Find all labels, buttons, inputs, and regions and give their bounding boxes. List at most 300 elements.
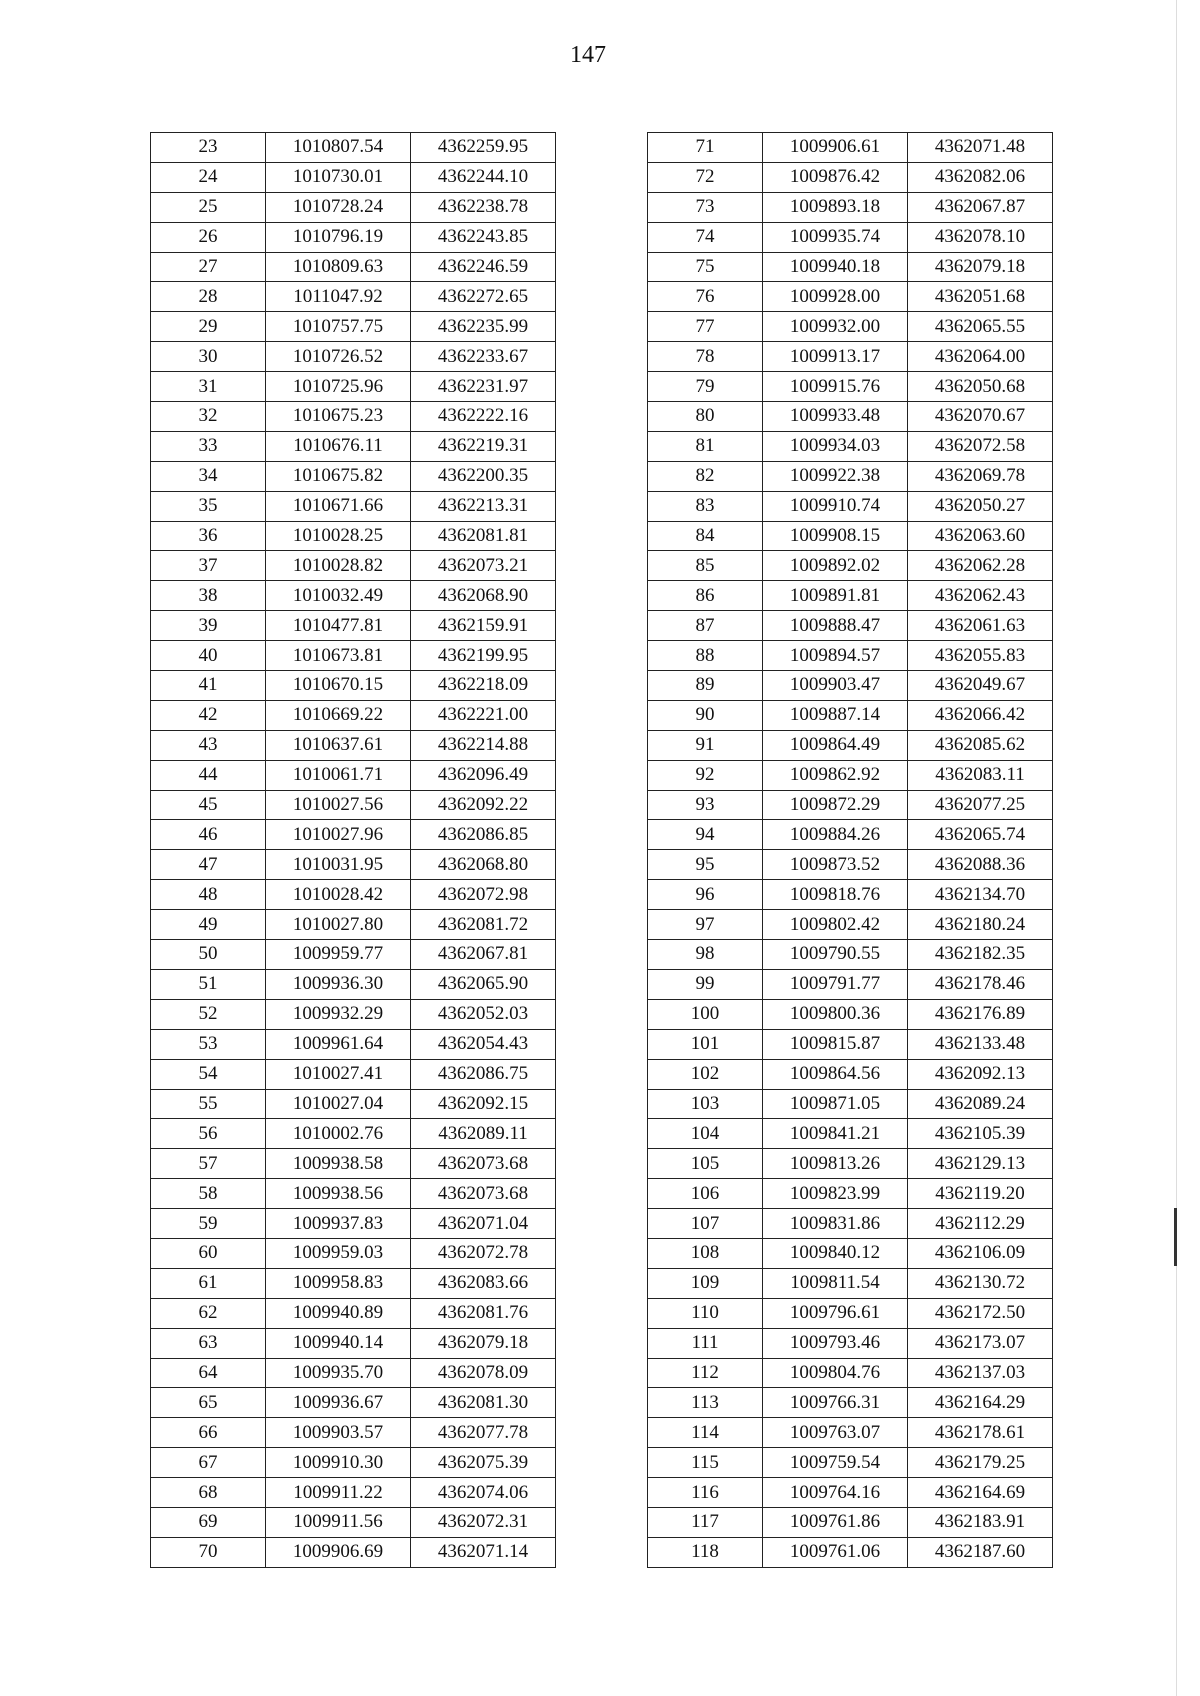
y-coordinate-cell: 4362180.24 [908, 910, 1053, 940]
x-coordinate-cell: 1009937.83 [266, 1209, 411, 1239]
table-row [648, 730, 1053, 760]
table-row [151, 1238, 556, 1268]
table-row [151, 730, 556, 760]
y-coordinate-cell: 4362172.50 [908, 1298, 1053, 1328]
table-row [151, 1478, 556, 1508]
table-row [151, 1358, 556, 1388]
x-coordinate-cell: 1010027.56 [266, 790, 411, 820]
y-coordinate-cell: 4362086.75 [411, 1059, 556, 1089]
point-number-cell: 97 [648, 910, 763, 940]
x-coordinate-cell: 1009940.89 [266, 1298, 411, 1328]
y-coordinate-cell: 4362063.60 [908, 521, 1053, 551]
point-number-cell: 42 [151, 700, 266, 730]
y-coordinate-cell: 4362052.03 [411, 999, 556, 1029]
point-number-cell: 118 [648, 1537, 763, 1567]
point-number-cell: 110 [648, 1298, 763, 1328]
table-row [151, 551, 556, 581]
table-row [648, 312, 1053, 342]
point-number-cell: 93 [648, 790, 763, 820]
table-row [648, 880, 1053, 910]
x-coordinate-cell: 1009908.15 [763, 521, 908, 551]
x-coordinate-cell: 1010807.54 [266, 133, 411, 163]
point-number-cell: 94 [648, 820, 763, 850]
table-row [648, 910, 1053, 940]
point-number-cell: 85 [648, 551, 763, 581]
point-number-cell: 111 [648, 1328, 763, 1358]
table-row [151, 1029, 556, 1059]
y-coordinate-cell: 4362049.67 [908, 671, 1053, 701]
table-row [648, 252, 1053, 282]
point-number-cell: 32 [151, 402, 266, 432]
x-coordinate-cell: 1010669.22 [266, 700, 411, 730]
table-row [151, 342, 556, 372]
y-coordinate-cell: 4362159.91 [411, 611, 556, 641]
y-coordinate-cell: 4362178.46 [908, 969, 1053, 999]
table-row [648, 461, 1053, 491]
table-row [648, 372, 1053, 402]
table-row [151, 611, 556, 641]
table-row [648, 1448, 1053, 1478]
point-number-cell: 43 [151, 730, 266, 760]
y-coordinate-cell: 4362182.35 [908, 940, 1053, 970]
y-coordinate-cell: 4362072.78 [411, 1238, 556, 1268]
point-number-cell: 60 [151, 1238, 266, 1268]
y-coordinate-cell: 4362105.39 [908, 1119, 1053, 1149]
x-coordinate-cell: 1009932.29 [266, 999, 411, 1029]
y-coordinate-cell: 4362133.48 [908, 1029, 1053, 1059]
point-number-cell: 72 [648, 162, 763, 192]
y-coordinate-cell: 4362164.29 [908, 1388, 1053, 1418]
table-row [648, 402, 1053, 432]
point-number-cell: 79 [648, 372, 763, 402]
x-coordinate-cell: 1009928.00 [763, 282, 908, 312]
table-row [151, 760, 556, 790]
table-row [151, 461, 556, 491]
x-coordinate-cell: 1009932.00 [763, 312, 908, 342]
y-coordinate-cell: 4362081.81 [411, 521, 556, 551]
table-row [648, 820, 1053, 850]
table-row [648, 162, 1053, 192]
table-row [151, 222, 556, 252]
point-number-cell: 36 [151, 521, 266, 551]
x-coordinate-cell: 1009813.26 [763, 1149, 908, 1179]
x-coordinate-cell: 1009911.22 [266, 1478, 411, 1508]
x-coordinate-cell: 1009888.47 [763, 611, 908, 641]
point-number-cell: 46 [151, 820, 266, 850]
y-coordinate-cell: 4362235.99 [411, 312, 556, 342]
point-number-cell: 100 [648, 999, 763, 1029]
y-coordinate-cell: 4362066.42 [908, 700, 1053, 730]
x-coordinate-cell: 1010730.01 [266, 162, 411, 192]
table-row [151, 1328, 556, 1358]
x-coordinate-cell: 1009872.29 [763, 790, 908, 820]
y-coordinate-cell: 4362130.72 [908, 1268, 1053, 1298]
y-coordinate-cell: 4362086.85 [411, 820, 556, 850]
y-coordinate-cell: 4362071.48 [908, 133, 1053, 163]
x-coordinate-cell: 1010637.61 [266, 730, 411, 760]
x-coordinate-cell: 1009823.99 [763, 1179, 908, 1209]
y-coordinate-cell: 4362222.16 [411, 402, 556, 432]
point-number-cell: 108 [648, 1238, 763, 1268]
x-coordinate-cell: 1009766.31 [763, 1388, 908, 1418]
y-coordinate-cell: 4362073.21 [411, 551, 556, 581]
y-coordinate-cell: 4362064.00 [908, 342, 1053, 372]
y-coordinate-cell: 4362096.49 [411, 760, 556, 790]
point-number-cell: 117 [648, 1507, 763, 1537]
point-number-cell: 25 [151, 192, 266, 222]
table-row [648, 671, 1053, 701]
x-coordinate-cell: 1009876.42 [763, 162, 908, 192]
point-number-cell: 80 [648, 402, 763, 432]
point-number-cell: 63 [151, 1328, 266, 1358]
table-row [151, 700, 556, 730]
point-number-cell: 47 [151, 850, 266, 880]
y-coordinate-cell: 4362054.43 [411, 1029, 556, 1059]
y-coordinate-cell: 4362079.18 [411, 1328, 556, 1358]
table-row [151, 850, 556, 880]
y-coordinate-cell: 4362244.10 [411, 162, 556, 192]
table-row [151, 521, 556, 551]
table-row [648, 1418, 1053, 1448]
table-row [648, 192, 1053, 222]
table-row [648, 1298, 1053, 1328]
y-coordinate-cell: 4362067.81 [411, 940, 556, 970]
point-number-cell: 49 [151, 910, 266, 940]
y-coordinate-cell: 4362164.69 [908, 1478, 1053, 1508]
coordinates-table-left [150, 132, 556, 1568]
point-number-cell: 41 [151, 671, 266, 701]
table-row [648, 1059, 1053, 1089]
y-coordinate-cell: 4362083.66 [411, 1268, 556, 1298]
table-row [648, 641, 1053, 671]
point-number-cell: 44 [151, 760, 266, 790]
table-row [648, 1537, 1053, 1567]
y-coordinate-cell: 4362065.90 [411, 969, 556, 999]
y-coordinate-cell: 4362218.09 [411, 671, 556, 701]
point-number-cell: 54 [151, 1059, 266, 1089]
table-row [151, 1268, 556, 1298]
table-row [648, 999, 1053, 1029]
x-coordinate-cell: 1009935.70 [266, 1358, 411, 1388]
table-row [151, 1089, 556, 1119]
y-coordinate-cell: 4362075.39 [411, 1448, 556, 1478]
point-number-cell: 109 [648, 1268, 763, 1298]
x-coordinate-cell: 1010002.76 [266, 1119, 411, 1149]
y-coordinate-cell: 4362065.55 [908, 312, 1053, 342]
point-number-cell: 92 [648, 760, 763, 790]
y-coordinate-cell: 4362176.89 [908, 999, 1053, 1029]
point-number-cell: 84 [648, 521, 763, 551]
x-coordinate-cell: 1010027.41 [266, 1059, 411, 1089]
point-number-cell: 67 [151, 1448, 266, 1478]
x-coordinate-cell: 1011047.92 [266, 282, 411, 312]
x-coordinate-cell: 1010477.81 [266, 611, 411, 641]
x-coordinate-cell: 1009871.05 [763, 1089, 908, 1119]
y-coordinate-cell: 4362214.88 [411, 730, 556, 760]
point-number-cell: 90 [648, 700, 763, 730]
point-number-cell: 38 [151, 581, 266, 611]
x-coordinate-cell: 1010809.63 [266, 252, 411, 282]
table-row [151, 1537, 556, 1567]
table-row [648, 760, 1053, 790]
x-coordinate-cell: 1009831.86 [763, 1209, 908, 1239]
x-coordinate-cell: 1010676.11 [266, 431, 411, 461]
y-coordinate-cell: 4362106.09 [908, 1238, 1053, 1268]
y-coordinate-cell: 4362213.31 [411, 491, 556, 521]
table-row [151, 1149, 556, 1179]
x-coordinate-cell: 1009764.16 [763, 1478, 908, 1508]
point-number-cell: 106 [648, 1179, 763, 1209]
table-row [151, 940, 556, 970]
table-row [151, 790, 556, 820]
table-row [151, 910, 556, 940]
x-coordinate-cell: 1009800.36 [763, 999, 908, 1029]
y-coordinate-cell: 4362088.36 [908, 850, 1053, 880]
y-coordinate-cell: 4362073.68 [411, 1149, 556, 1179]
point-number-cell: 59 [151, 1209, 266, 1239]
table-row [151, 1209, 556, 1239]
x-coordinate-cell: 1009906.69 [266, 1537, 411, 1567]
x-coordinate-cell: 1009840.12 [763, 1238, 908, 1268]
y-coordinate-cell: 4362089.24 [908, 1089, 1053, 1119]
table-row [151, 282, 556, 312]
point-number-cell: 53 [151, 1029, 266, 1059]
x-coordinate-cell: 1010028.42 [266, 880, 411, 910]
table-row [151, 133, 556, 163]
table-row [151, 372, 556, 402]
y-coordinate-cell: 4362078.10 [908, 222, 1053, 252]
x-coordinate-cell: 1009910.74 [763, 491, 908, 521]
y-coordinate-cell: 4362079.18 [908, 252, 1053, 282]
x-coordinate-cell: 1010027.96 [266, 820, 411, 850]
x-coordinate-cell: 1009815.87 [763, 1029, 908, 1059]
point-number-cell: 70 [151, 1537, 266, 1567]
y-coordinate-cell: 4362179.25 [908, 1448, 1053, 1478]
y-coordinate-cell: 4362199.95 [411, 641, 556, 671]
coordinates-table-right-body [648, 133, 1053, 1568]
y-coordinate-cell: 4362243.85 [411, 222, 556, 252]
point-number-cell: 87 [648, 611, 763, 641]
y-coordinate-cell: 4362081.76 [411, 1298, 556, 1328]
table-row [648, 431, 1053, 461]
table-row [648, 1029, 1053, 1059]
y-coordinate-cell: 4362200.35 [411, 461, 556, 491]
point-number-cell: 61 [151, 1268, 266, 1298]
x-coordinate-cell: 1009887.14 [763, 700, 908, 730]
table-row [151, 1179, 556, 1209]
x-coordinate-cell: 1009793.46 [763, 1328, 908, 1358]
y-coordinate-cell: 4362071.14 [411, 1537, 556, 1567]
x-coordinate-cell: 1009864.49 [763, 730, 908, 760]
x-coordinate-cell: 1010670.15 [266, 671, 411, 701]
x-coordinate-cell: 1010027.80 [266, 910, 411, 940]
x-coordinate-cell: 1009910.30 [266, 1448, 411, 1478]
y-coordinate-cell: 4362072.31 [411, 1507, 556, 1537]
table-row [648, 282, 1053, 312]
table-row [151, 969, 556, 999]
x-coordinate-cell: 1009841.21 [763, 1119, 908, 1149]
x-coordinate-cell: 1009940.18 [763, 252, 908, 282]
y-coordinate-cell: 4362134.70 [908, 880, 1053, 910]
y-coordinate-cell: 4362050.27 [908, 491, 1053, 521]
table-row [151, 581, 556, 611]
table-row [648, 1358, 1053, 1388]
x-coordinate-cell: 1009791.77 [763, 969, 908, 999]
point-number-cell: 40 [151, 641, 266, 671]
point-number-cell: 65 [151, 1388, 266, 1418]
x-coordinate-cell: 1010796.19 [266, 222, 411, 252]
x-coordinate-cell: 1009915.76 [763, 372, 908, 402]
x-coordinate-cell: 1010061.71 [266, 760, 411, 790]
y-coordinate-cell: 4362051.68 [908, 282, 1053, 312]
x-coordinate-cell: 1009759.54 [763, 1448, 908, 1478]
table-row [648, 1238, 1053, 1268]
x-coordinate-cell: 1009761.86 [763, 1507, 908, 1537]
table-row [648, 1268, 1053, 1298]
point-number-cell: 78 [648, 342, 763, 372]
x-coordinate-cell: 1010028.82 [266, 551, 411, 581]
point-number-cell: 68 [151, 1478, 266, 1508]
y-coordinate-cell: 4362238.78 [411, 192, 556, 222]
table-row [648, 1119, 1053, 1149]
x-coordinate-cell: 1009893.18 [763, 192, 908, 222]
coordinates-table-right [647, 132, 1053, 1568]
y-coordinate-cell: 4362187.60 [908, 1537, 1053, 1567]
x-coordinate-cell: 1009903.47 [763, 671, 908, 701]
point-number-cell: 102 [648, 1059, 763, 1089]
x-coordinate-cell: 1010673.81 [266, 641, 411, 671]
point-number-cell: 89 [648, 671, 763, 701]
table-row [151, 671, 556, 701]
y-coordinate-cell: 4362067.87 [908, 192, 1053, 222]
table-row [151, 1507, 556, 1537]
point-number-cell: 31 [151, 372, 266, 402]
point-number-cell: 75 [648, 252, 763, 282]
point-number-cell: 39 [151, 611, 266, 641]
table-row [648, 1089, 1053, 1119]
scan-margin-line [1176, 0, 1177, 1696]
table-row [151, 162, 556, 192]
y-coordinate-cell: 4362050.68 [908, 372, 1053, 402]
x-coordinate-cell: 1010675.82 [266, 461, 411, 491]
table-row [151, 820, 556, 850]
x-coordinate-cell: 1010032.49 [266, 581, 411, 611]
point-number-cell: 50 [151, 940, 266, 970]
point-number-cell: 95 [648, 850, 763, 880]
x-coordinate-cell: 1010027.04 [266, 1089, 411, 1119]
table-row [648, 1328, 1053, 1358]
x-coordinate-cell: 1009862.92 [763, 760, 908, 790]
x-coordinate-cell: 1010725.96 [266, 372, 411, 402]
table-row [648, 1478, 1053, 1508]
point-number-cell: 34 [151, 461, 266, 491]
x-coordinate-cell: 1010671.66 [266, 491, 411, 521]
table-row [151, 252, 556, 282]
y-coordinate-cell: 4362137.03 [908, 1358, 1053, 1388]
x-coordinate-cell: 1009936.30 [266, 969, 411, 999]
y-coordinate-cell: 4362081.72 [411, 910, 556, 940]
table-row [151, 1059, 556, 1089]
table-row [648, 969, 1053, 999]
point-number-cell: 57 [151, 1149, 266, 1179]
point-number-cell: 71 [648, 133, 763, 163]
point-number-cell: 104 [648, 1119, 763, 1149]
y-coordinate-cell: 4362070.67 [908, 402, 1053, 432]
x-coordinate-cell: 1010757.75 [266, 312, 411, 342]
point-number-cell: 29 [151, 312, 266, 342]
y-coordinate-cell: 4362246.59 [411, 252, 556, 282]
y-coordinate-cell: 4362065.74 [908, 820, 1053, 850]
y-coordinate-cell: 4362082.06 [908, 162, 1053, 192]
point-number-cell: 96 [648, 880, 763, 910]
point-number-cell: 76 [648, 282, 763, 312]
point-number-cell: 101 [648, 1029, 763, 1059]
x-coordinate-cell: 1009790.55 [763, 940, 908, 970]
x-coordinate-cell: 1009804.76 [763, 1358, 908, 1388]
table-row [151, 431, 556, 461]
table-row [151, 999, 556, 1029]
point-number-cell: 112 [648, 1358, 763, 1388]
point-number-cell: 58 [151, 1179, 266, 1209]
y-coordinate-cell: 4362119.20 [908, 1179, 1053, 1209]
y-coordinate-cell: 4362078.09 [411, 1358, 556, 1388]
point-number-cell: 35 [151, 491, 266, 521]
table-row [648, 342, 1053, 372]
point-number-cell: 83 [648, 491, 763, 521]
point-number-cell: 105 [648, 1149, 763, 1179]
point-number-cell: 52 [151, 999, 266, 1029]
x-coordinate-cell: 1009884.26 [763, 820, 908, 850]
x-coordinate-cell: 1009763.07 [763, 1418, 908, 1448]
y-coordinate-cell: 4362083.11 [908, 760, 1053, 790]
x-coordinate-cell: 1009891.81 [763, 581, 908, 611]
y-coordinate-cell: 4362061.63 [908, 611, 1053, 641]
point-number-cell: 74 [648, 222, 763, 252]
x-coordinate-cell: 1009892.02 [763, 551, 908, 581]
table-row [151, 1119, 556, 1149]
y-coordinate-cell: 4362071.04 [411, 1209, 556, 1239]
y-coordinate-cell: 4362233.67 [411, 342, 556, 372]
x-coordinate-cell: 1009938.58 [266, 1149, 411, 1179]
table-row [151, 1388, 556, 1418]
y-coordinate-cell: 4362272.65 [411, 282, 556, 312]
point-number-cell: 45 [151, 790, 266, 820]
point-number-cell: 33 [151, 431, 266, 461]
x-coordinate-cell: 1009958.83 [266, 1268, 411, 1298]
point-number-cell: 51 [151, 969, 266, 999]
x-coordinate-cell: 1009940.14 [266, 1328, 411, 1358]
y-coordinate-cell: 4362074.06 [411, 1478, 556, 1508]
table-row [648, 790, 1053, 820]
table-row [648, 133, 1053, 163]
point-number-cell: 73 [648, 192, 763, 222]
x-coordinate-cell: 1009959.03 [266, 1238, 411, 1268]
table-row [648, 222, 1053, 252]
point-number-cell: 115 [648, 1448, 763, 1478]
point-number-cell: 103 [648, 1089, 763, 1119]
y-coordinate-cell: 4362089.11 [411, 1119, 556, 1149]
x-coordinate-cell: 1009913.17 [763, 342, 908, 372]
y-coordinate-cell: 4362081.30 [411, 1388, 556, 1418]
table-row [648, 940, 1053, 970]
x-coordinate-cell: 1009796.61 [763, 1298, 908, 1328]
y-coordinate-cell: 4362178.61 [908, 1418, 1053, 1448]
x-coordinate-cell: 1010728.24 [266, 192, 411, 222]
y-coordinate-cell: 4362129.13 [908, 1149, 1053, 1179]
x-coordinate-cell: 1009903.57 [266, 1418, 411, 1448]
x-coordinate-cell: 1009936.67 [266, 1388, 411, 1418]
x-coordinate-cell: 1009959.77 [266, 940, 411, 970]
